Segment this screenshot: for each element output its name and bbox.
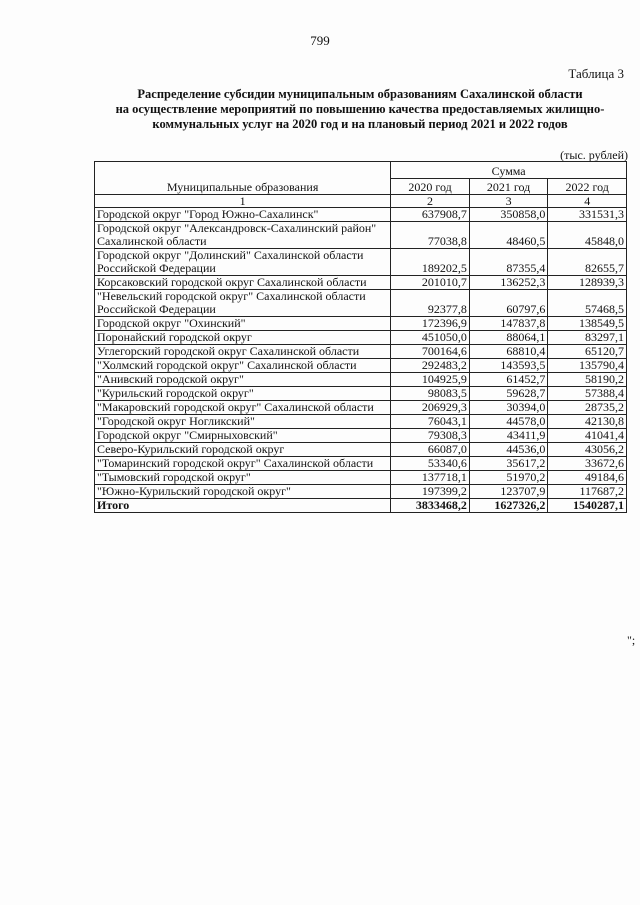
value-2021: 136252,3 [469,276,548,290]
value-2020: 189202,5 [391,249,470,276]
header-sum: Сумма [391,162,627,179]
title-line-3: коммунальных услуг на 2020 год и на плановый период 2021 и 2022 годов [152,117,568,131]
value-2020: 700164,6 [391,345,470,359]
municipality-name: Городской округ "Долинский" Сахалинской области Российской Федерации [95,249,391,276]
table-row [95,443,627,457]
value-2020: 53340,6 [391,457,470,471]
value-2020: 77038,8 [391,222,470,249]
value-2020: 172396,9 [391,317,470,331]
table-row [95,373,627,387]
municipality-name: "Анивский городской округ" [95,373,391,387]
column-number-1: 1 [95,195,391,208]
value-2022: 58190,2 [548,373,627,387]
value-2020: 637908,7 [391,208,470,222]
table-row [95,471,627,485]
header-year-2022: 2022 год [548,179,627,195]
table-label: Таблица 3 [568,66,624,81]
total-2022: 1540287,1 [548,499,627,513]
table-row [95,317,627,331]
value-2020: 197399,2 [391,485,470,499]
municipality-name: "Томаринский городской округ" Сахалинской области [95,457,391,471]
value-2020: 76043,1 [391,415,470,429]
value-2020: 79308,3 [391,429,470,443]
table-row [95,222,627,249]
value-2022: 28735,2 [548,401,627,415]
value-2022: 33672,6 [548,457,627,471]
municipality-name: Северо-Курильский городской округ [95,443,391,457]
units-note: (тыс. рублей) [560,148,628,162]
value-2021: 44536,0 [469,443,548,457]
total-2020: 3833468,2 [391,499,470,513]
value-2021: 123707,9 [469,485,548,499]
table-row [95,290,627,317]
value-2020: 66087,0 [391,443,470,457]
value-2022: 57388,4 [548,387,627,401]
municipality-name: Городской округ "Город Южно-Сахалинск" [95,208,391,222]
value-2021: 350858,0 [469,208,548,222]
table-row [95,331,627,345]
value-2020: 201010,7 [391,276,470,290]
value-2021: 61452,7 [469,373,548,387]
value-2022: 331531,3 [548,208,627,222]
table-row [95,457,627,471]
value-2021: 59628,7 [469,387,548,401]
value-2020: 137718,1 [391,471,470,485]
column-number-4: 4 [548,195,627,208]
value-2022: 42130,8 [548,415,627,429]
subsidy-table [94,161,627,513]
value-2022: 57468,5 [548,290,627,317]
table-row [95,401,627,415]
value-2022: 117687,2 [548,485,627,499]
value-2021: 143593,5 [469,359,548,373]
value-2021: 147837,8 [469,317,548,331]
municipality-name: Городской округ "Александровск-Сахалинский район" Сахалинской области [95,222,391,249]
table-row [95,429,627,443]
municipality-name: "Макаровский городской округ" Сахалинской области [95,401,391,415]
column-number-3: 3 [469,195,548,208]
table-row [95,485,627,499]
value-2022: 82655,7 [548,249,627,276]
value-2021: 43411,9 [469,429,548,443]
value-2020: 92377,8 [391,290,470,317]
value-2021: 68810,4 [469,345,548,359]
municipality-name: Поронайский городской округ [95,331,391,345]
value-2021: 51970,2 [469,471,548,485]
column-number-2: 2 [391,195,470,208]
total-label: Итого [95,499,391,513]
title-line-1: Распределение субсидии муниципальным образованиям Сахалинской области [137,87,583,101]
table-row [95,208,627,222]
value-2021: 60797,6 [469,290,548,317]
value-2022: 43056,2 [548,443,627,457]
page-number: 799 [310,33,330,48]
municipality-name: "Городской округ Ногликский" [95,415,391,429]
value-2021: 48460,5 [469,222,548,249]
municipality-name: Городской округ "Смирныховский" [95,429,391,443]
header-year-2021: 2021 год [469,179,548,195]
table-row [95,359,627,373]
table-title [90,87,630,132]
value-2021: 87355,4 [469,249,548,276]
value-2022: 65120,7 [548,345,627,359]
municipality-name: "Холмский городской округ" Сахалинской области [95,359,391,373]
municipality-name: "Тымовский городской округ" [95,471,391,485]
table-row [95,345,627,359]
closing-quote-mark: "; [627,633,636,647]
value-2021: 35617,2 [469,457,548,471]
value-2021: 30394,0 [469,401,548,415]
municipality-name: "Невельский городской округ" Сахалинской области Российской Федерации [95,290,391,317]
value-2021: 44578,0 [469,415,548,429]
value-2022: 138549,5 [548,317,627,331]
municipality-name: "Южно-Курильский городской округ" [95,485,391,499]
table-row [95,387,627,401]
municipality-name: Городской округ "Охинский" [95,317,391,331]
value-2022: 83297,1 [548,331,627,345]
total-2021: 1627326,2 [469,499,548,513]
value-2022: 128939,3 [548,276,627,290]
title-line-2: на осуществление мероприятий по повышению качества предоставляемых жилищно- [115,102,605,116]
municipality-name: "Курильский городской округ" [95,387,391,401]
header-municipalities: Муниципальные образования [95,162,391,195]
value-2021: 88064,1 [469,331,548,345]
value-2020: 292483,2 [391,359,470,373]
value-2022: 45848,0 [548,222,627,249]
value-2020: 98083,5 [391,387,470,401]
value-2020: 206929,3 [391,401,470,415]
municipality-name: Углегорский городской округ Сахалинской области [95,345,391,359]
table-row [95,249,627,276]
table-row [95,415,627,429]
value-2022: 49184,6 [548,471,627,485]
header-year-2020: 2020 год [391,179,470,195]
value-2022: 135790,4 [548,359,627,373]
table-row [95,276,627,290]
value-2020: 104925,9 [391,373,470,387]
total-row [95,499,627,513]
value-2022: 41041,4 [548,429,627,443]
value-2020: 451050,0 [391,331,470,345]
municipality-name: Корсаковский городской округ Сахалинской области [95,276,391,290]
